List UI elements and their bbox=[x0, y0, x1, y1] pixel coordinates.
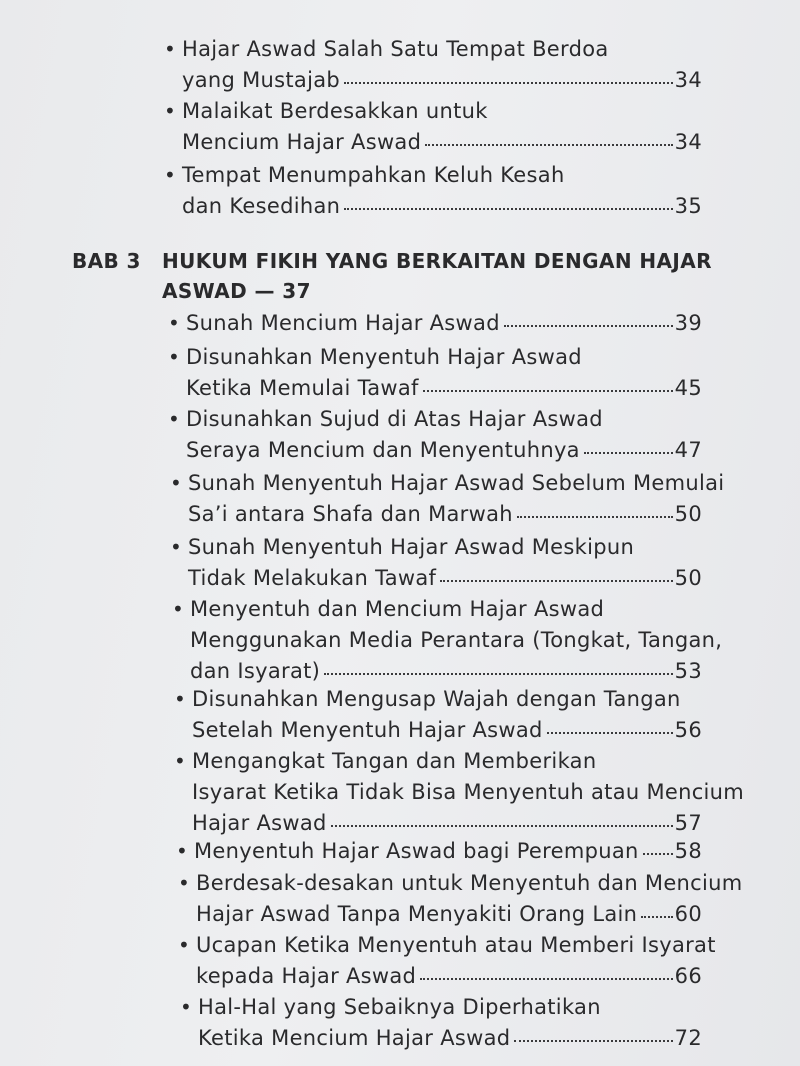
entry-text: Menyentuh Hajar Aswad bagi Perempuan bbox=[194, 839, 639, 863]
toc-entry bbox=[168, 308, 702, 339]
entry-text: Malaikat Berdesakkan untuk bbox=[182, 99, 488, 123]
entry-text: Sunah Mencium Hajar Aswad bbox=[186, 311, 500, 335]
dot-leader bbox=[425, 138, 672, 146]
bullet-icon: • bbox=[168, 345, 180, 369]
entry-text: Ketika Memulai Tawaf bbox=[186, 376, 419, 400]
entry-text: Setelah Menyentuh Hajar Aswad bbox=[192, 718, 543, 742]
dot-leader bbox=[324, 667, 673, 675]
dot-leader bbox=[344, 76, 673, 84]
bullet-icon: • bbox=[180, 995, 192, 1019]
entry-text: Tidak Melakukan Tawaf bbox=[188, 566, 437, 590]
toc-entry bbox=[164, 34, 702, 96]
page-number: 50 bbox=[674, 502, 702, 526]
dot-leader bbox=[641, 910, 672, 918]
toc-entry bbox=[178, 868, 743, 930]
bullet-icon: • bbox=[178, 871, 190, 895]
bullet-icon: • bbox=[170, 535, 182, 559]
dot-leader bbox=[344, 202, 672, 210]
toc-entry bbox=[170, 532, 702, 594]
chapter-title-line: ASWAD — 37 bbox=[162, 279, 311, 303]
dot-leader bbox=[643, 847, 673, 855]
page-number: 50 bbox=[674, 566, 702, 590]
page-number: 57 bbox=[674, 811, 702, 835]
bullet-icon: • bbox=[168, 407, 180, 431]
entry-text: Disunahkan Mengusap Wajah dengan Tangan bbox=[192, 687, 681, 711]
entry-text: yang Mustajab bbox=[182, 68, 341, 92]
entry-text: Menggunakan Media Perantara (Tongkat, Tangan, bbox=[190, 628, 723, 652]
bullet-icon: • bbox=[178, 933, 190, 957]
entry-text: dan Isyarat) bbox=[190, 659, 321, 683]
entry-text: dan Kesedihan bbox=[182, 194, 341, 218]
dot-leader bbox=[423, 384, 673, 392]
entry-text: Sunah Menyentuh Hajar Aswad Sebelum Memulai bbox=[188, 471, 725, 495]
page-number: 39 bbox=[674, 311, 702, 335]
toc-entry bbox=[174, 746, 745, 839]
entry-text: Ucapan Ketika Menyentuh atau Memberi Isyarat bbox=[196, 933, 716, 957]
chapter-title bbox=[162, 246, 722, 306]
entry-text: Ketika Mencium Hajar Aswad bbox=[198, 1026, 511, 1050]
page-number: 66 bbox=[674, 964, 702, 988]
entry-text: Hal-Hal yang Sebaiknya Diperhatikan bbox=[198, 995, 601, 1019]
page-number: 72 bbox=[674, 1026, 702, 1050]
toc-entry bbox=[180, 992, 702, 1054]
toc-entry bbox=[168, 404, 702, 466]
bullet-icon: • bbox=[168, 311, 180, 335]
page-number: 60 bbox=[674, 902, 702, 926]
entry-text: Sunah Menyentuh Hajar Aswad Meskipun bbox=[188, 535, 635, 559]
entry-text: Menyentuh dan Mencium Hajar Aswad bbox=[190, 597, 605, 621]
toc-entry bbox=[170, 468, 725, 530]
toc-entry bbox=[168, 342, 702, 404]
dot-leader bbox=[547, 726, 673, 734]
page-number: 58 bbox=[674, 839, 702, 863]
bullet-icon: • bbox=[170, 471, 182, 495]
bullet-icon: • bbox=[176, 839, 188, 863]
entry-text: Seraya Mencium dan Menyentuhnya bbox=[186, 438, 580, 462]
bullet-icon: • bbox=[164, 99, 176, 123]
toc-entry bbox=[172, 594, 723, 687]
chapter-label: BAB 3 bbox=[72, 249, 141, 273]
entry-text: Mencium Hajar Aswad bbox=[182, 130, 422, 154]
page-number: 34 bbox=[674, 130, 702, 154]
dot-leader bbox=[514, 1034, 672, 1042]
dot-leader bbox=[584, 446, 673, 454]
bullet-icon: • bbox=[164, 37, 176, 61]
entry-text: Berdesak-desakan untuk Menyentuh dan Mencium bbox=[196, 871, 743, 895]
page-number: 47 bbox=[674, 438, 702, 462]
toc-entry bbox=[174, 684, 702, 746]
entry-text: Disunahkan Sujud di Atas Hajar Aswad bbox=[186, 407, 603, 431]
toc-entry bbox=[164, 96, 702, 158]
dot-leader bbox=[420, 972, 673, 980]
entry-text: Hajar Aswad Tanpa Menyakiti Orang Lain bbox=[196, 902, 638, 926]
entry-text: Mengangkat Tangan dan Memberikan bbox=[192, 749, 597, 773]
page-number: 34 bbox=[674, 68, 702, 92]
bullet-icon: • bbox=[174, 687, 186, 711]
entry-text: Hajar Aswad bbox=[192, 811, 327, 835]
toc-entry bbox=[176, 836, 702, 867]
dot-leader bbox=[517, 510, 673, 518]
entry-text: Tempat Menumpahkan Keluh Kesah bbox=[182, 163, 565, 187]
page-number: 45 bbox=[674, 376, 702, 400]
dot-leader bbox=[440, 574, 672, 582]
toc-entry bbox=[178, 930, 716, 992]
page-number: 35 bbox=[674, 194, 702, 218]
bullet-icon: • bbox=[174, 749, 186, 773]
page-number: 56 bbox=[674, 718, 702, 742]
dot-leader bbox=[331, 819, 673, 827]
entry-text: kepada Hajar Aswad bbox=[196, 964, 417, 988]
entry-text: Sa’i antara Shafa dan Marwah bbox=[188, 502, 513, 526]
entry-text: Hajar Aswad Salah Satu Tempat Berdoa bbox=[182, 37, 609, 61]
dot-leader bbox=[504, 319, 673, 327]
toc-entry bbox=[164, 160, 702, 222]
entry-text: Disunahkan Menyentuh Hajar Aswad bbox=[186, 345, 582, 369]
chapter-title-line: HUKUM FIKIH YANG BERKAITAN DENGAN HAJAR bbox=[162, 249, 712, 273]
entry-text: Isyarat Ketika Tidak Bisa Menyentuh atau Mencium bbox=[192, 780, 745, 804]
page-number: 53 bbox=[674, 659, 702, 683]
bullet-icon: • bbox=[164, 163, 176, 187]
bullet-icon: • bbox=[172, 597, 184, 621]
